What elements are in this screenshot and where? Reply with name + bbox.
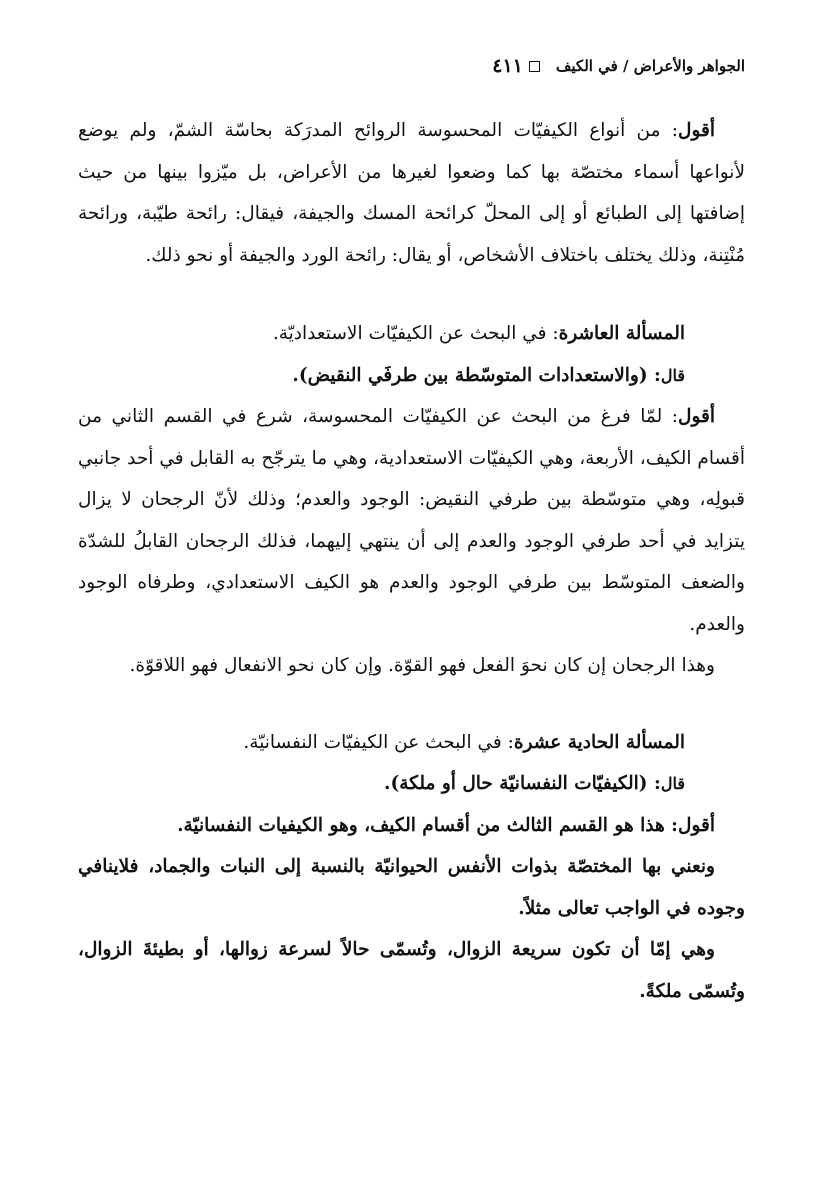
aqul-label: أقول bbox=[678, 120, 715, 141]
paragraph-text: : هذا هو القسم الثالث من أقسام الكيف، وهو الكيفيات النفسانيّة. bbox=[177, 814, 679, 836]
separator-box-icon bbox=[529, 61, 540, 72]
paragraph-scent bbox=[78, 110, 745, 276]
section-title-text: : في البحث عن الكيفيّات النفسانيّة. bbox=[243, 731, 514, 753]
section-gap bbox=[78, 276, 745, 313]
qal-line-11 bbox=[78, 763, 745, 805]
paragraph-11-3 bbox=[78, 929, 745, 1012]
paragraph-text: : لمّا فرغ من البحث عن الكيفيّات المحسوسة، شرع في القسم الثاني من أقسام الكيف، الأربعة، وهي الكيفيّات الاستعدادية، وهي ما يترجّح به القابل في أحد جانبي قبولِه، وهي متوسّطة بين طرفي النقيض: الوجود والعدم؛ وذلك لأنّ الرجحان لا يزال يتزايد في أحد طرفي الوجود والعدم إلى أن ينتهي إليهما، فذلك الرجحان القابلُ للشدّة والضعف المتوسّط بين طرفي الوجود والعدم هو الكيف الاستعدادي، وطرفاه الوجود والعدم. bbox=[78, 406, 745, 635]
paragraph-text: ونعني بها المختصّة بذوات الأنفس الحيوانيّة بالنسبة إلى النبات والجماد، فلاينافي وجوده في الواجب تعالى مثلاً. bbox=[78, 856, 745, 919]
section-title-lead: المسألة الحادية عشرة bbox=[513, 731, 685, 753]
section-gap bbox=[78, 687, 745, 722]
qal-label: قال bbox=[660, 365, 685, 385]
qal-line-10 bbox=[78, 355, 745, 397]
page-header bbox=[78, 52, 745, 80]
section-title-10 bbox=[78, 313, 745, 355]
paragraph-10-2 bbox=[78, 645, 745, 687]
section-title-lead: المسألة العاشرة bbox=[558, 323, 685, 344]
qal-label: قال bbox=[660, 774, 685, 793]
aqul-label: أقول bbox=[678, 406, 715, 427]
section-title-11 bbox=[78, 722, 745, 764]
aqul-label: أقول bbox=[678, 814, 715, 836]
paragraph-text: وهذا الرجحان إن كان نحوَ الفعل فهو القوّة. وإن كان نحو الانفعال فهو اللاقوّة. bbox=[129, 655, 715, 676]
qal-text: : (والاستعدادات المتوسّطة بين طرفَي النقيض). bbox=[292, 364, 661, 386]
paragraph-10-1 bbox=[78, 396, 745, 645]
page-number: ٤١١ bbox=[492, 55, 523, 77]
running-title: الجواهر والأعراض / في الكيف bbox=[555, 57, 745, 75]
paragraph-text: : من أنواع الكيفيّات المحسوسة الروائح المدرَكة بحاسّة الشمّ، ولم يوضع لأنواعها أسماء مختصّة بها كما وضعوا لغيرها من الأعراض، بل ميّزوا بينها من حيث إضافتها إلى الطبائع أو إلى المحلّ كرائحة المسك والجيفة، فيقال: رائحة طيّبة، ورائحة مُنْتِنة، وذلك يختلف باختلاف الأشخاص، أو يقال: رائحة الورد والجيفة أو نحو ذلك. bbox=[78, 120, 745, 266]
qal-text: : (الكيفيّات النفسانيّة حال أو ملكة). bbox=[384, 773, 661, 794]
paragraph-text: وهي إمّا أن تكون سريعة الزوال، وتُسمّى حالاً لسرعة زوالها، أو بطيئةَ الزوال، وتُسمّى ملكةً. bbox=[78, 939, 745, 1002]
page-body bbox=[78, 110, 745, 1012]
section-11 bbox=[78, 722, 745, 1013]
paragraph-11-2 bbox=[78, 846, 745, 929]
section-title-text: : في البحث عن الكيفيّات الاستعداديّة. bbox=[272, 323, 559, 344]
paragraph-11-1 bbox=[78, 805, 745, 847]
